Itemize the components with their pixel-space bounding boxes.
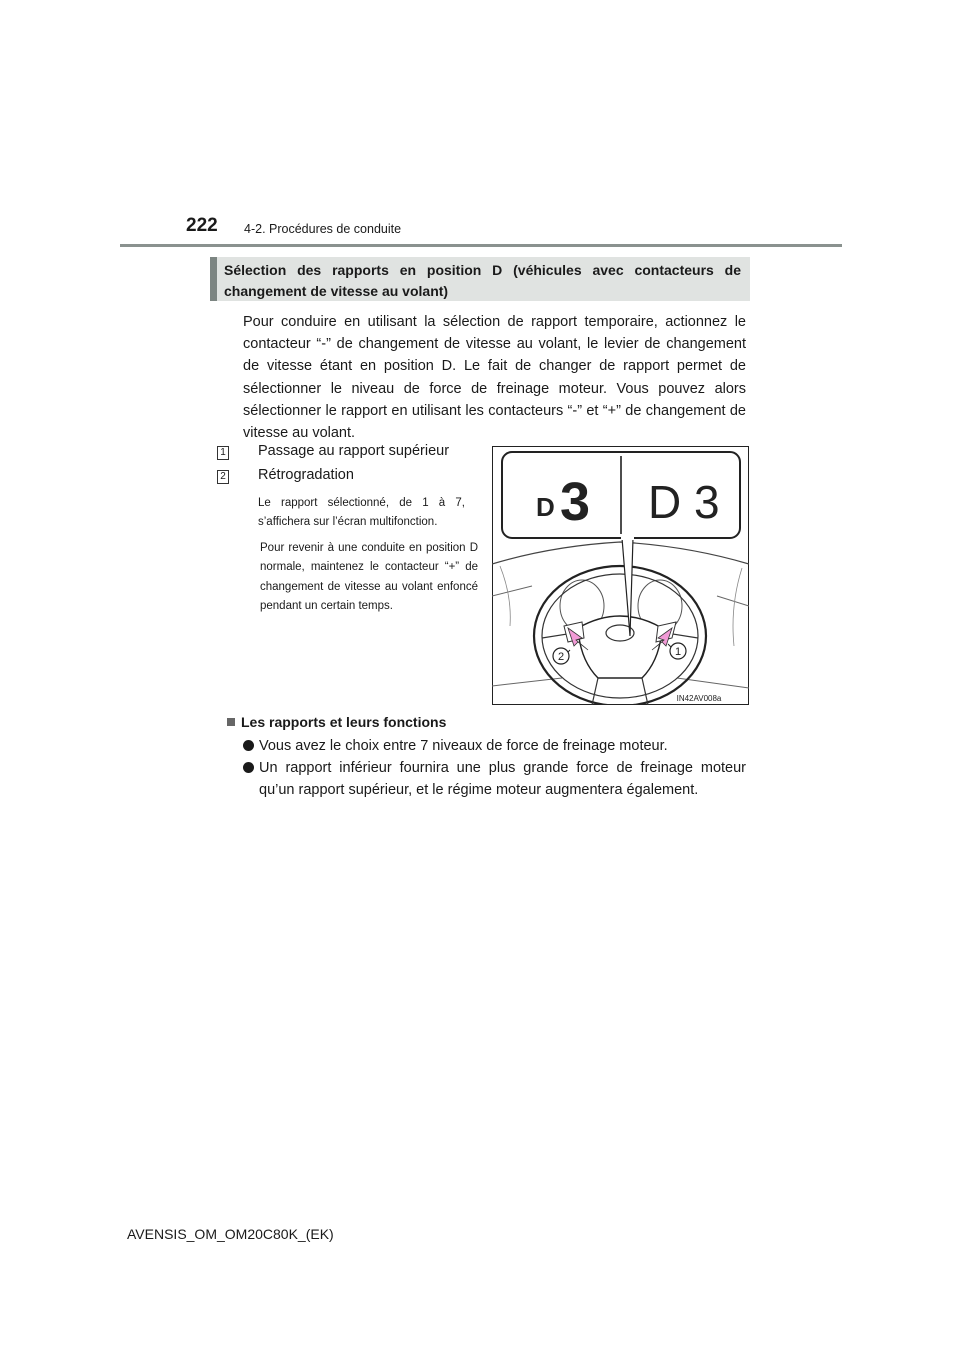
section-title: Sélection des rapports en position D (véhicules avec contacteurs de changement de vitesse au volant) [224, 262, 741, 299]
bullet-text: Un rapport inférieur fournira une plus grande force de freinage moteur qu’un rapport supérieur, et le régime moteur augmentera également. [259, 760, 746, 799]
section-header-accent-bar [210, 257, 217, 301]
intro-paragraph: Pour conduire en utilisant la sélection de rapport temporaire, actionnez le contacteur “-” de changement de vitesse au volant, le levier de changement de vitesse étant en position D. Le fait de changer de rapport permet de sélectionner le niveau de force de freinage moteur. Vous pouvez alors sélectionner le rapport en utilisant les contacteurs “-” et “+” de changement de vitesse au volant. [243, 314, 746, 442]
square-bullet-icon [227, 718, 235, 726]
bullet-dot-icon [243, 762, 254, 773]
bullet-text: Vous avez le choix entre 7 niveaux de force de freinage moteur. [259, 738, 668, 754]
item-number-2: 2 [217, 470, 229, 484]
display-right-gear: D 3 [648, 476, 720, 528]
item-label-upshift: Passage au rapport supérieur [258, 443, 450, 459]
list-item [243, 735, 746, 757]
item-number-1: 1 [217, 446, 229, 460]
bullet-dot-icon [243, 740, 254, 751]
subsection-heading [227, 714, 446, 730]
section-header [210, 257, 750, 301]
display-note: Le rapport sélectionné, de 1 à 7, s’affichera sur l’écran multifonction. [258, 497, 465, 528]
chapter-title: 4-2. Procédures de conduite [244, 222, 402, 236]
display-left-small-d: D [536, 492, 555, 522]
list-item [243, 757, 746, 802]
callout-label-1: 1 [674, 646, 682, 658]
display-left-gear: 3 [560, 472, 591, 532]
subsection-title: Les rapports et leurs fonctions [241, 714, 447, 730]
page-number: 222 [186, 215, 218, 236]
callout-label-2: 2 [557, 651, 565, 663]
item-label-downshift: Rétrogradation [258, 467, 354, 483]
header-divider [120, 244, 842, 247]
return-note: Pour revenir à une conduite en position D normale, maintenez le contacteur “+” de changement de vitesse au volant enfoncé pendant un certain temps. [260, 542, 478, 612]
steering-wheel-illustration [492, 446, 749, 705]
figure-code: IN42AV008a [676, 694, 722, 703]
document-code: AVENSIS_OM_OM20C80K_(EK) [127, 1226, 334, 1242]
